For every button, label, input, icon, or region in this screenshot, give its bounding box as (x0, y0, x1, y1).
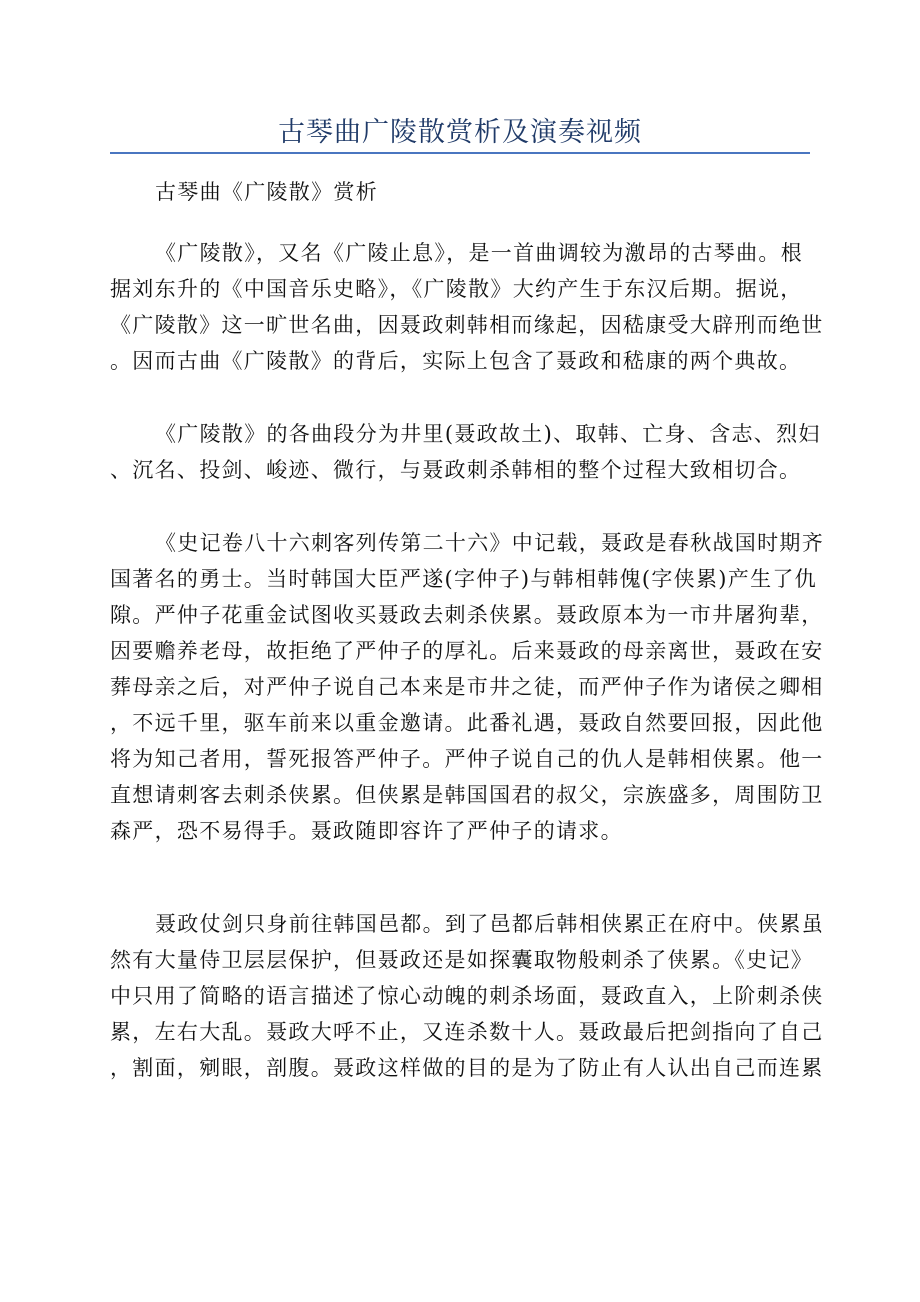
text-line: 聂政仗剑只身前往韩国邑都。到了邑都后韩相侠累正在府中。侠累虽 (155, 912, 824, 936)
text-line: 葬母亲之后，对严仲子说自己本来是市井之徒，而严仲子作为诸侯之卿相 (110, 675, 824, 699)
text-line: 隙。严仲子花重金试图收买聂政去刺杀侠累。聂政原本为一市井屠狗辈， (110, 603, 824, 627)
text-line: 直想请刺客去刺杀侠累。但侠累是韩国国君的叔父，宗族盛多，周围防卫 (110, 783, 824, 807)
text-line: 国著名的勇士。当时韩国大臣严遂(字仲子)与韩相韩傀(字侠累)产生了仇 (110, 567, 817, 591)
text-line: 《广陵散》的各曲段分为井里(聂政故土)、取韩、亡身、含志、烈妇 (155, 422, 821, 446)
text-line: 因要赡养老母，故拒绝了严仲子的厚礼。后来聂政的母亲离世，聂政在安 (110, 639, 824, 663)
document-title: 古琴曲广陵散赏析及演奏视频 (278, 117, 642, 148)
text-line: ，割面，剜眼，剖腹。聂政这样做的目的是为了防止有人认出自己而连累 (110, 1056, 824, 1080)
text-line: 、沉名、投剑、峻迹、微行，与聂政刺杀韩相的整个过程大致相切合。 (110, 458, 802, 482)
paragraph-3 (110, 525, 824, 849)
text-line: 。因而古曲《广陵散》的背后，实际上包含了聂政和嵇康的两个典故。 (110, 349, 802, 373)
paragraph-4 (110, 906, 824, 1086)
text-line: 《广陵散》，又名《广陵止息》，是一首曲调较为激昂的古琴曲。根 (155, 241, 803, 265)
text-line: 《广陵散》这一旷世名曲，因聂政刺韩相而缘起，因嵇康受大辟刑而绝世 (110, 313, 824, 337)
text-line: 中只用了简略的语言描述了惊心动魄的刺杀场面，聂政直入，上阶刺杀侠 (110, 984, 824, 1008)
subheading-text: 古琴曲《广陵散》赏析 (155, 180, 378, 204)
text-line: 《史记卷八十六刺客列传第二十六》中记载，聂政是春秋战国时期齐 (155, 531, 824, 555)
text-line: 将为知己者用，誓死报答严仲子。严仲子说自己的仇人是韩相侠累。他一 (110, 747, 824, 771)
text-line: 森严，恐不易得手。聂政随即容许了严仲子的请求。 (110, 819, 623, 843)
text-line: 据刘东升的《中国音乐史略》，《广陵散》大约产生于东汉后期。据说， (110, 277, 803, 301)
text-line: ，不远千里，驱车前来以重金邀请。此番礼遇，聂政自然要回报，因此他 (110, 711, 824, 735)
paragraph-1 (110, 235, 824, 379)
subheading (110, 174, 815, 210)
text-line: 然有大量侍卫层层保护，但聂政还是如探囊取物般刺杀了侠累。《史记》 (110, 948, 814, 972)
paragraph-2 (110, 416, 821, 488)
text-line: 累，左右大乱。聂政大呼不止，又连杀数十人。聂政最后把剑指向了自己 (110, 1020, 824, 1044)
title-divider (110, 152, 810, 154)
